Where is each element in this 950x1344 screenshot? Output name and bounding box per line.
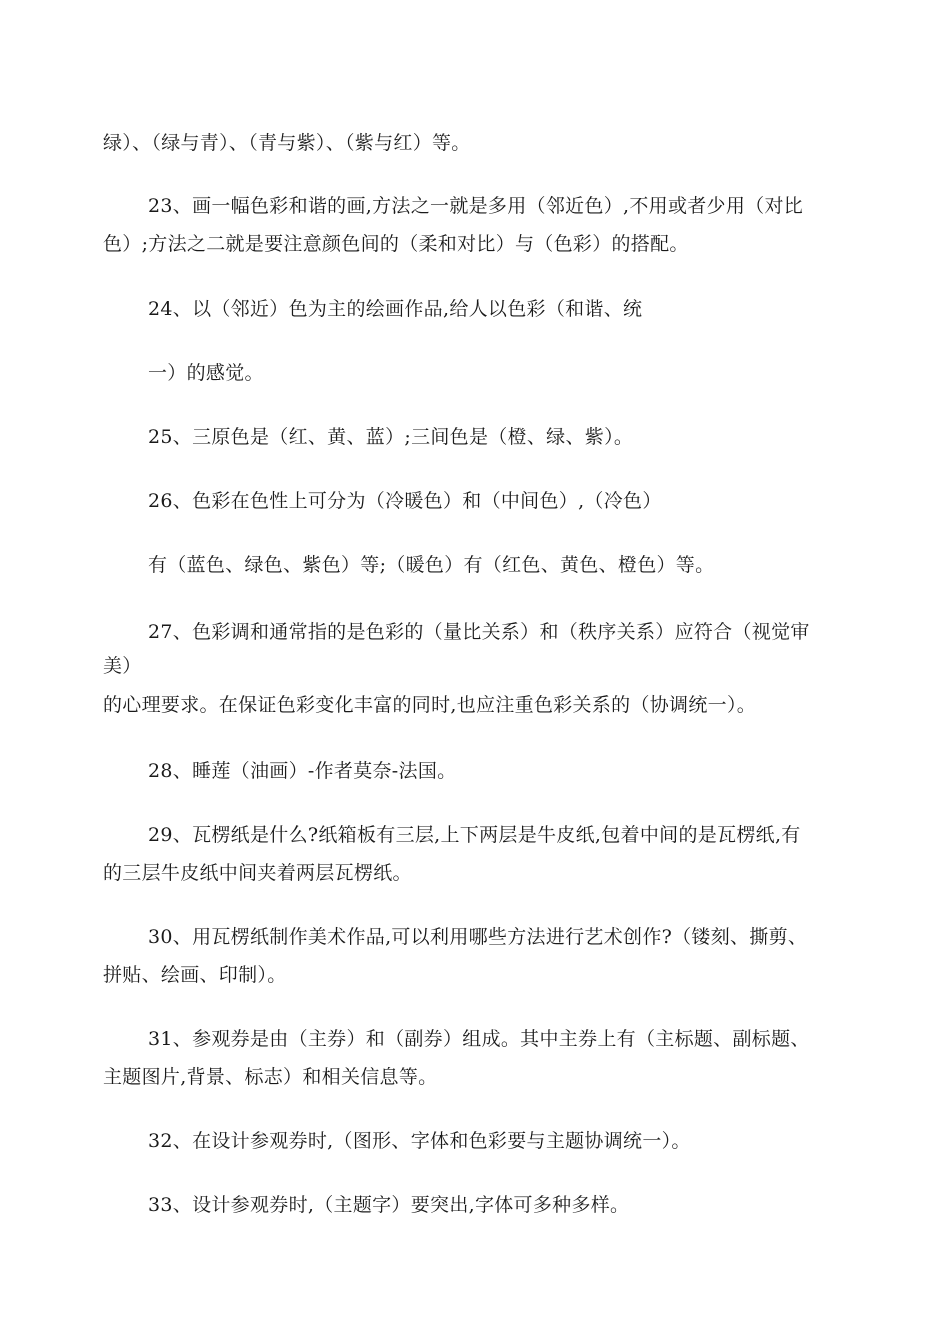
text-line: 25、三原色是（红、黄、蓝）;三间色是（橙、绿、紫）。 [148, 426, 634, 448]
text-line: 28、睡莲（油画）-作者莫奈-法国。 [148, 760, 457, 782]
text-line: 31、参观券是由（主券）和（副券）组成。其中主券上有（主标题、副标题、 [148, 1028, 810, 1050]
text-line: 27、色彩调和通常指的是色彩的（量比关系）和（秩序关系）应符合（视觉审 [148, 621, 810, 643]
text-line: 一）的感觉。 [148, 362, 264, 384]
text-line: 美） [103, 655, 142, 677]
text-line: 绿）、（绿与青）、（青与紫）、（紫与红）等。 [103, 132, 471, 154]
text-line: 24、以（邻近）色为主的绘画作品,给人以色彩（和谐、统 [148, 298, 643, 320]
text-line: 拼贴、绘画、印制）。 [103, 964, 287, 986]
text-line: 的心理要求。在保证色彩变化丰富的同时,也应注重色彩关系的（协调统一）。 [103, 694, 757, 716]
text-line: 29、瓦楞纸是什么?纸箱板有三层,上下两层是牛皮纸,包着中间的是瓦楞纸,有 [148, 824, 801, 846]
text-line: 的三层牛皮纸中间夹着两层瓦楞纸。 [103, 862, 412, 884]
text-line: 有（蓝色、绿色、紫色）等;（暖色）有（红色、黄色、橙色）等。 [148, 554, 715, 576]
text-line: 色）;方法之二就是要注意颜色间的（柔和对比）与（色彩）的搭配。 [103, 233, 689, 255]
text-line: 32、在设计参观券时,（图形、字体和色彩要与主题协调统一）。 [148, 1130, 691, 1152]
text-line: 33、设计参观券时,（主题字）要突出,字体可多种多样。 [148, 1194, 630, 1216]
text-line: 30、用瓦楞纸制作美术作品,可以利用哪些方法进行艺术创作?（镂刻、撕剪、 [148, 926, 808, 948]
text-line: 主题图片,背景、标志）和相关信息等。 [103, 1066, 438, 1088]
text-line: 23、画一幅色彩和谐的画,方法之一就是多用（邻近色）,不用或者少用（对比 [148, 195, 804, 217]
text-line: 26、色彩在色性上可分为（冷暖色）和（中间色）,（冷色） [148, 490, 662, 512]
